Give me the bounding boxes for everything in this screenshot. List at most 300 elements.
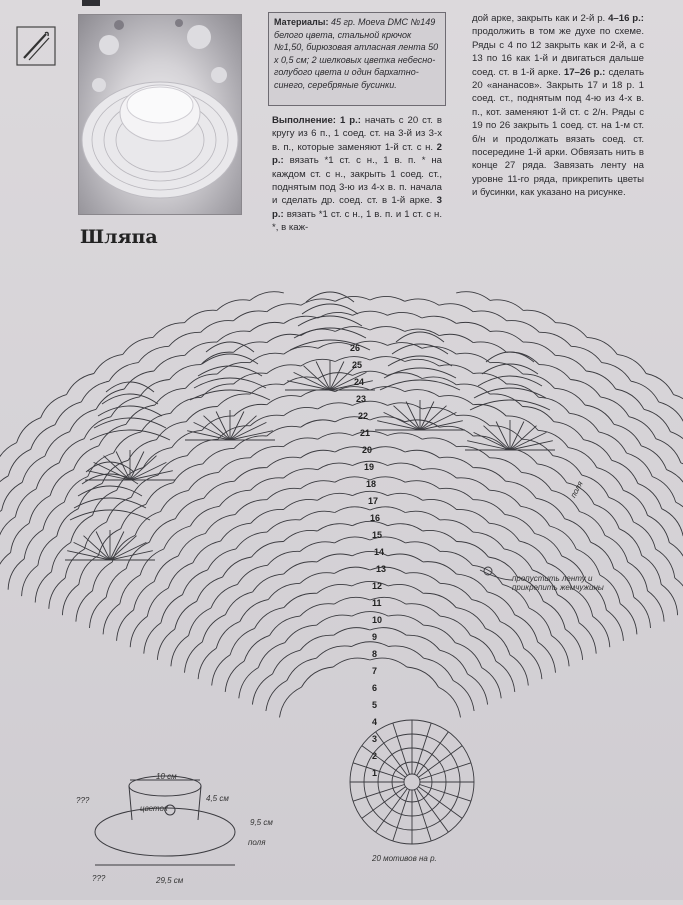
chain-arch [170,365,201,380]
chain-arch [457,541,489,557]
chain-arch [473,311,506,321]
row-number: 9 [372,632,377,642]
row-number: 17 [368,496,378,506]
chain-arch [558,595,580,623]
chain-arch [17,418,41,443]
row-number: 13 [376,564,386,574]
row-number: 4 [372,717,377,727]
chain-arch [189,608,211,636]
materials-label: Материалы: [274,17,328,27]
materials-box [268,12,446,106]
chain-arch [579,512,605,536]
chain-arch [175,498,204,518]
label-motifs-count: 20 мотивов на р. [372,854,437,863]
chain-arch [161,490,189,511]
chain-arch [85,522,107,549]
crochet-diagram [0,280,683,900]
chain-arch [333,658,370,667]
chain-arch [71,515,93,542]
chain-arch [440,650,468,674]
chain-arch [490,300,523,311]
chain-arch [90,597,107,628]
chain-arch [153,323,184,338]
chain-arch [128,440,156,461]
chain-arch [506,481,537,498]
chain-arch [316,646,351,658]
chain-arch [0,443,17,470]
label-question-bottom: ??? [92,874,105,883]
chain-arch [284,562,318,574]
chain-arch [334,628,370,636]
chain-arch [455,643,482,668]
chain-arch [268,583,300,599]
chain-arch [236,532,267,549]
chain-arch [424,658,454,680]
chain-arch [556,323,587,338]
chain-arch [597,468,624,491]
chain-arch [235,500,267,515]
materials-text: 45 гр. Мoeva DMC №149 белого цвета, стальной крючок №1,50, бирюзовая атласная лента 50 х 0,5 см; 2 шелковых цветка небесно-голубого цвета и один бархатно-синего, серебряные бусинки. [274,17,438,90]
chain-arch [648,515,670,542]
chain-arch [605,535,628,562]
chain-arch [154,355,185,371]
chain-arch [582,475,609,497]
chain-arch [287,658,317,680]
chain-arch [457,478,490,490]
chain-arch [266,681,287,712]
chain-arch [584,440,612,461]
chain-arch [171,397,202,413]
chain-arch [473,468,505,482]
chain-arch [284,593,317,607]
chain-arch [594,504,619,528]
chain-arch [202,615,225,642]
chain-arch [623,490,647,515]
chain-arch [157,629,174,660]
row-number: 6 [372,683,377,693]
chain-arch [457,446,490,457]
chain-arch [506,448,537,464]
chain-arch [536,498,565,518]
chain-arch [193,541,221,563]
chain-arch [370,296,405,301]
chain-arch [440,520,473,532]
chain-arch [64,477,88,503]
chain-arch [76,591,93,622]
chain-arch [301,450,336,458]
chain-arch [593,616,610,647]
chain-arch [203,448,234,464]
chain-arch [406,573,440,584]
pineapple-fan [85,382,175,480]
chain-arch [186,407,217,422]
chain-arch [267,304,301,312]
row-number: 18 [366,479,376,489]
chain-arch [280,687,302,717]
chain-arch [301,390,336,397]
chain-arch [155,388,186,405]
chain-arch [515,615,538,642]
chain-arch [138,346,169,362]
chain-arch [234,404,267,416]
chain-arch [555,388,586,405]
chain-arch [22,565,38,596]
chain-arch [217,331,250,342]
chain-arch [59,439,84,463]
instructions-paragraph: Выполнение: 1 р.: начать с 20 ст. в кругу из 6 п., 1 соед. ст. на 3-й из 3-х в. п., которые заменяют 1-й ст. с н. 2 р.: вязать *1 ст. с н., 1 в. п. * на каждом ст. с н., закрыть 1 соед. ст., поднятым под 3-ю из 4-х в. п. начала и сделать др. соед. ст. в 1-й арке. 3 р.: вязать *1 ст. с н., 1 в. п. и 1 ст. с н. *, в каж- [272,114,442,235]
chain-arch [423,562,457,574]
chain-arch [208,549,236,570]
chain-arch [468,674,488,705]
chain-arch [273,650,301,674]
chain-arch [218,394,251,407]
annotation-leader [480,570,512,580]
chain-arch [627,453,653,477]
chain-arch [539,397,570,413]
chain-arch [599,432,627,453]
chain-arch [225,592,252,615]
chain-arch [388,554,423,562]
chain-arch [185,310,217,322]
chain-arch [579,623,596,654]
chain-arch [161,595,183,623]
chain-arch [440,457,474,467]
chain-arch [352,612,388,617]
chain-arch [507,352,540,364]
chain-arch [523,407,554,422]
chain-arch [352,642,389,647]
chain-arch [318,493,353,500]
chain-arch [529,608,551,636]
chain-arch [638,483,662,508]
chain-arch [70,409,97,431]
chain-arch [629,417,656,439]
chain-arch [389,646,424,658]
chain-arch [35,572,51,603]
chain-arch [485,628,509,654]
chain-arch [487,592,514,615]
header-fragment [82,0,100,6]
chain-arch [284,407,318,415]
chain-arch [422,469,456,478]
chain-arch [631,381,659,402]
chain-arch [169,332,201,346]
chain-arch [473,373,506,384]
chain-arch [370,327,405,332]
chain-arch [405,450,440,458]
row-number: 2 [372,751,377,761]
chain-arch [551,636,569,667]
chain-arch [523,374,555,388]
chain-arch [634,597,651,628]
chain-arch [164,526,191,549]
chain-arch [619,529,641,556]
chain-arch [405,299,439,305]
chain-arch [8,559,24,590]
chain-arch [250,292,284,301]
chain-arch [370,447,405,452]
chain-arch [633,522,655,549]
label-brim: поля [248,838,265,847]
chain-arch [0,553,11,584]
chain-arch [88,453,114,477]
chain-arch [405,390,440,397]
row-number: 26 [350,343,360,353]
chain-arch [57,509,79,536]
chain-arch [334,567,370,573]
crochet-hook-icon [16,26,56,66]
chain-arch [284,469,318,478]
chain-arch [318,343,353,349]
chain-arch [0,510,2,539]
chain-arch [154,556,178,582]
chain-arch [178,534,205,556]
chain-arch [456,353,490,362]
chain-arch [570,380,600,397]
hat-brim [95,808,235,856]
chain-arch [440,488,474,499]
chain-arch [250,446,283,457]
chain-arch [572,588,593,616]
chain-arch [31,425,55,450]
chain-arch [62,584,78,615]
chain-arch [506,384,538,397]
hat-photo [78,14,242,215]
chain-arch [175,601,197,629]
chain-arch [370,507,405,513]
chain-arch [317,554,352,562]
chain-arch [422,316,456,323]
chain-arch [317,584,352,593]
chain-arch [662,509,683,536]
chain-arch [334,597,370,604]
dim-top-width: 10 см [156,772,177,781]
chain-arch [235,468,267,482]
chain-arch [267,520,300,532]
chain-arch [490,426,522,439]
chain-arch [335,537,370,543]
chain-arch [22,456,45,482]
chain-arch [252,674,272,705]
chain-arch [439,334,473,342]
chain-arch [130,616,147,647]
chain-arch [49,578,65,609]
row-number: 22 [358,411,368,421]
chain-arch [538,642,556,673]
chain-arch [335,477,370,482]
chain-arch [0,476,8,504]
chain-arch [423,593,456,607]
chain-arch [612,460,638,483]
chain-arch [146,483,173,505]
chain-arch [388,584,423,593]
chain-arch [219,458,251,473]
chain-arch [405,481,440,489]
chain-arch [453,681,474,712]
chain-arch [422,377,456,385]
chain-arch [370,417,405,422]
chain-arch [11,523,30,552]
chain-arch [439,304,473,312]
chain-arch [318,433,353,439]
chain-arch [422,347,456,355]
chain-arch [302,667,334,687]
annotation-ribbon: пропустить ленту и прикрепить жемчужины [512,574,604,592]
chain-arch [317,524,352,531]
dim-brim-width: 9,5 см [250,818,273,827]
chain-arch [439,396,473,405]
chain-arch [267,334,301,342]
chain-arch [507,321,540,333]
chain-arch [388,493,423,500]
chain-arch [50,470,73,496]
row-number: 12 [372,581,382,591]
chain-arch [250,353,284,362]
row-number: 16 [370,513,380,523]
chain-arch [300,511,335,520]
chain-arch [55,402,81,425]
chain-arch [252,541,284,557]
chain-arch [185,342,217,355]
chain-arch [504,549,532,570]
dim-crown-height: 4,5 см [206,794,229,803]
chain-arch [659,402,683,425]
chain-arch [670,432,683,456]
chain-arch [318,403,353,409]
chain-arch [571,346,602,362]
chain-arch [352,491,387,495]
chain-arch [186,374,218,388]
chain-arch [667,470,683,496]
chain-arch [473,342,506,352]
row-number: 14 [374,547,384,557]
chain-arch [456,292,490,301]
chain-arch [644,409,671,431]
chain-arch [211,584,238,608]
chain-arch [140,380,170,397]
chain-arch [81,381,109,402]
chain-arch [318,312,353,318]
chain-arch [609,497,634,522]
chain-arch [641,446,666,470]
chain-arch [550,526,577,549]
instructions-continued: дой арке, закрыть как и 2-й р. 4–16 р.: продолжить в том же духе по схеме. Ряды с 4 по 12 закрыть как и 2-й, а с 13 по 16 как 1-й и двигаться дальше соед. ст. в 1-й арке. 17–26 р.: сделать 20 «ананасов». Закрыть 17 и 18 р. 1 соед. ст., поднятым под 4-ю из 4-х в. п., кот. заменяют 1-й ст. с 2/н. Ряды с 19 по 26 закрыть 1 соед. ст. на 1-м ст. б/н и продолжать вязать соед. ст. посередине 1-й арки. Обвязать нить в конце 27 ряда. Завязать ленту на уровне 11-го ряда, прикрепить цветы и бусинки, как указано на рисунке. [472,12,644,200]
row-number: 20 [362,445,372,455]
chain-arch [587,337,617,354]
chain-arch [255,608,284,629]
pineapple-fan [285,292,375,390]
chain-arch [565,519,591,543]
chain-arch [36,463,59,489]
chain-arch [300,573,334,584]
chain-arch [472,600,500,622]
row-number: 25 [352,360,362,370]
chain-arch [470,635,495,661]
row-number: 3 [372,734,377,744]
chain-arch [648,591,665,622]
chain-arch [45,432,70,456]
chain-arch [646,374,673,395]
chain-arch [103,604,120,635]
pineapple-fan [185,342,275,440]
chain-arch [353,311,388,315]
chain-arch [240,600,268,622]
pineapple-fan [465,352,555,450]
chain-arch [440,616,471,635]
row-number: 24 [354,377,364,387]
chain-arch [616,389,644,409]
chain-arch [620,604,637,635]
chain-arch [318,463,353,470]
chain-arch [41,395,67,418]
chain-arch [456,415,489,426]
chain-arch [422,438,456,447]
chain-arch [405,359,439,366]
chain-arch [388,463,423,470]
chain-arch [284,347,318,355]
chain-arch [230,628,254,654]
chain-arch [405,542,440,552]
chain-arch [284,499,318,509]
chain-arch [187,439,218,456]
instructions-column-2 [472,12,644,200]
chain-arch [565,629,582,660]
chain-arch [440,551,473,565]
chain-arch [543,601,565,629]
chain-arch [301,420,336,427]
chain-arch [388,615,423,625]
chain-arch [353,371,388,375]
row-number: 15 [372,530,382,540]
chain-arch [267,396,301,405]
chain-arch [149,519,175,543]
chain-arch [523,310,555,322]
chain-arch [147,588,168,616]
chain-arch [500,622,524,649]
chain-arch [300,481,335,489]
chain-arch [267,457,301,467]
row-number: 11 [372,598,382,608]
row-number: 8 [372,649,377,659]
chain-arch [300,542,335,552]
row-number: 23 [356,394,366,404]
chain-arch [423,530,457,541]
chain-arch [370,357,405,362]
chain-arch [204,481,235,498]
chain-arch [387,403,422,409]
row-number: 10 [372,615,382,625]
chain-arch [519,541,547,563]
chain-arch [244,635,269,661]
label-flower: цветок [140,804,168,813]
chain-arch [439,426,473,436]
chain-arch [84,417,111,439]
chain-arch [652,477,676,503]
chain-arch [267,488,301,499]
chain-arch [300,604,334,616]
chain-arch [406,604,440,616]
chain-arch [388,524,423,531]
row-number: 19 [364,462,374,472]
chain-arch [439,687,461,717]
chain-arch [555,355,586,371]
chain-arch [423,499,457,509]
chain-arch [201,321,234,333]
chain-arch [217,300,250,311]
chain-arch [258,643,285,668]
chain-arch [405,511,440,520]
pineapple-fan [65,462,155,560]
